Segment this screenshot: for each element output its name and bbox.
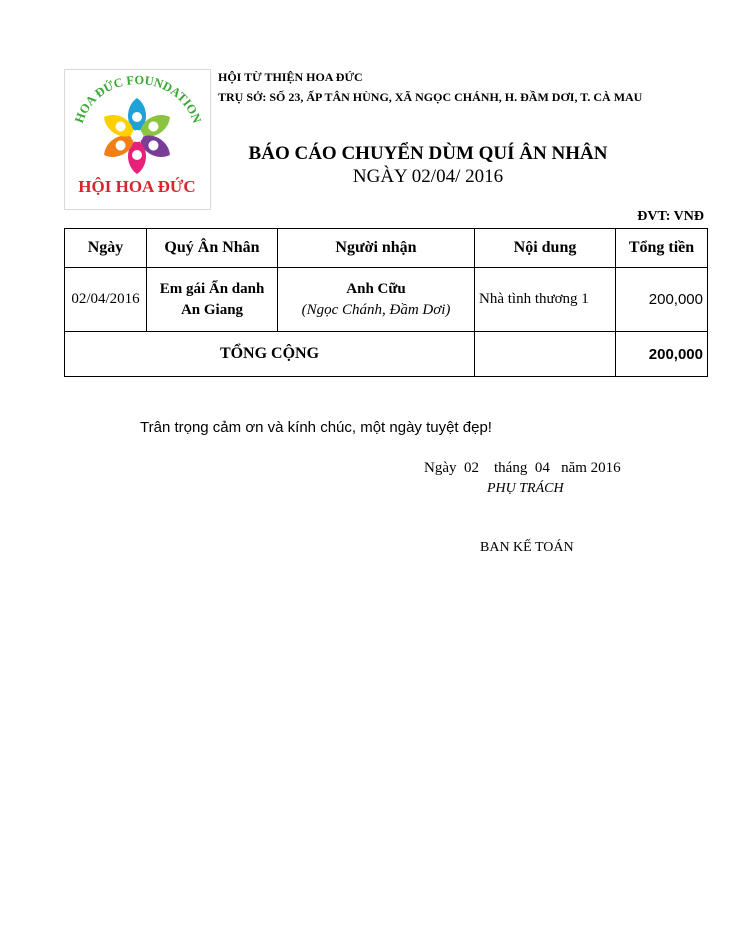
logo-flower (100, 98, 175, 174)
cell-donor (147, 268, 278, 332)
total-amount: 200,000 (616, 332, 708, 377)
donor-province: An Giang (180, 301, 244, 318)
cell-content: Nhà tình thương 1 (475, 268, 616, 332)
header-content: Nội dung (475, 229, 616, 268)
signature-department: BAN KẾ TOÁN (480, 540, 574, 555)
total-label: TỔNG CỘNG (65, 332, 475, 377)
donation-table (64, 228, 708, 377)
donor-name: Em gái Ẩn danh (159, 280, 265, 297)
total-row (65, 332, 708, 377)
table-header-row (65, 229, 708, 268)
logo-center (131, 130, 143, 142)
org-name: HỘI TỪ THIỆN HOA ĐỨC (218, 70, 363, 84)
cell-recipient (278, 268, 475, 332)
foundation-logo (64, 69, 211, 210)
header-date: Ngày (65, 229, 147, 268)
cell-date: 02/04/2016 (65, 268, 147, 332)
report-date: NGÀY 02/04/ 2016 (352, 166, 504, 187)
thanks-message: Trân trọng cảm ơn và kính chúc, một ngày tuyệt đẹp! (140, 419, 492, 436)
total-empty-cell (475, 332, 616, 377)
signature-date: Ngày 02 tháng 04 năm 2016 (424, 460, 621, 476)
logo-arc-text: HOA ĐỨC FOUNDATION (72, 72, 204, 125)
table-row (65, 268, 708, 332)
header-amount: Tổng tiền (616, 229, 708, 268)
flower-logo-icon (65, 70, 210, 209)
report-title: BÁO CÁO CHUYỂN DÙM QUÍ ÂN NHÂN (248, 143, 608, 164)
recipient-location: (Ngọc Chánh, Đầm Dơi) (301, 301, 451, 318)
logo-petal-eye (132, 112, 142, 122)
signature-role: PHỤ TRÁCH (487, 481, 564, 496)
header-donor: Quý Ân Nhân (147, 229, 278, 268)
org-address: TRỤ SỞ: SỐ 23, ẤP TÂN HÙNG, XÃ NGỌC CHÁNH, H. ĐẦM DƠI, T. CÀ MAU (218, 90, 643, 104)
logo-bottom-text: HỘI HOA ĐỨC (78, 177, 196, 196)
logo-petal-eye (132, 150, 142, 160)
header-recipient: Người nhận (278, 229, 475, 268)
currency-unit: ĐVT: VNĐ (637, 209, 704, 224)
recipient-name: Anh Cữu (346, 280, 406, 297)
cell-amount: 200,000 (616, 268, 708, 332)
